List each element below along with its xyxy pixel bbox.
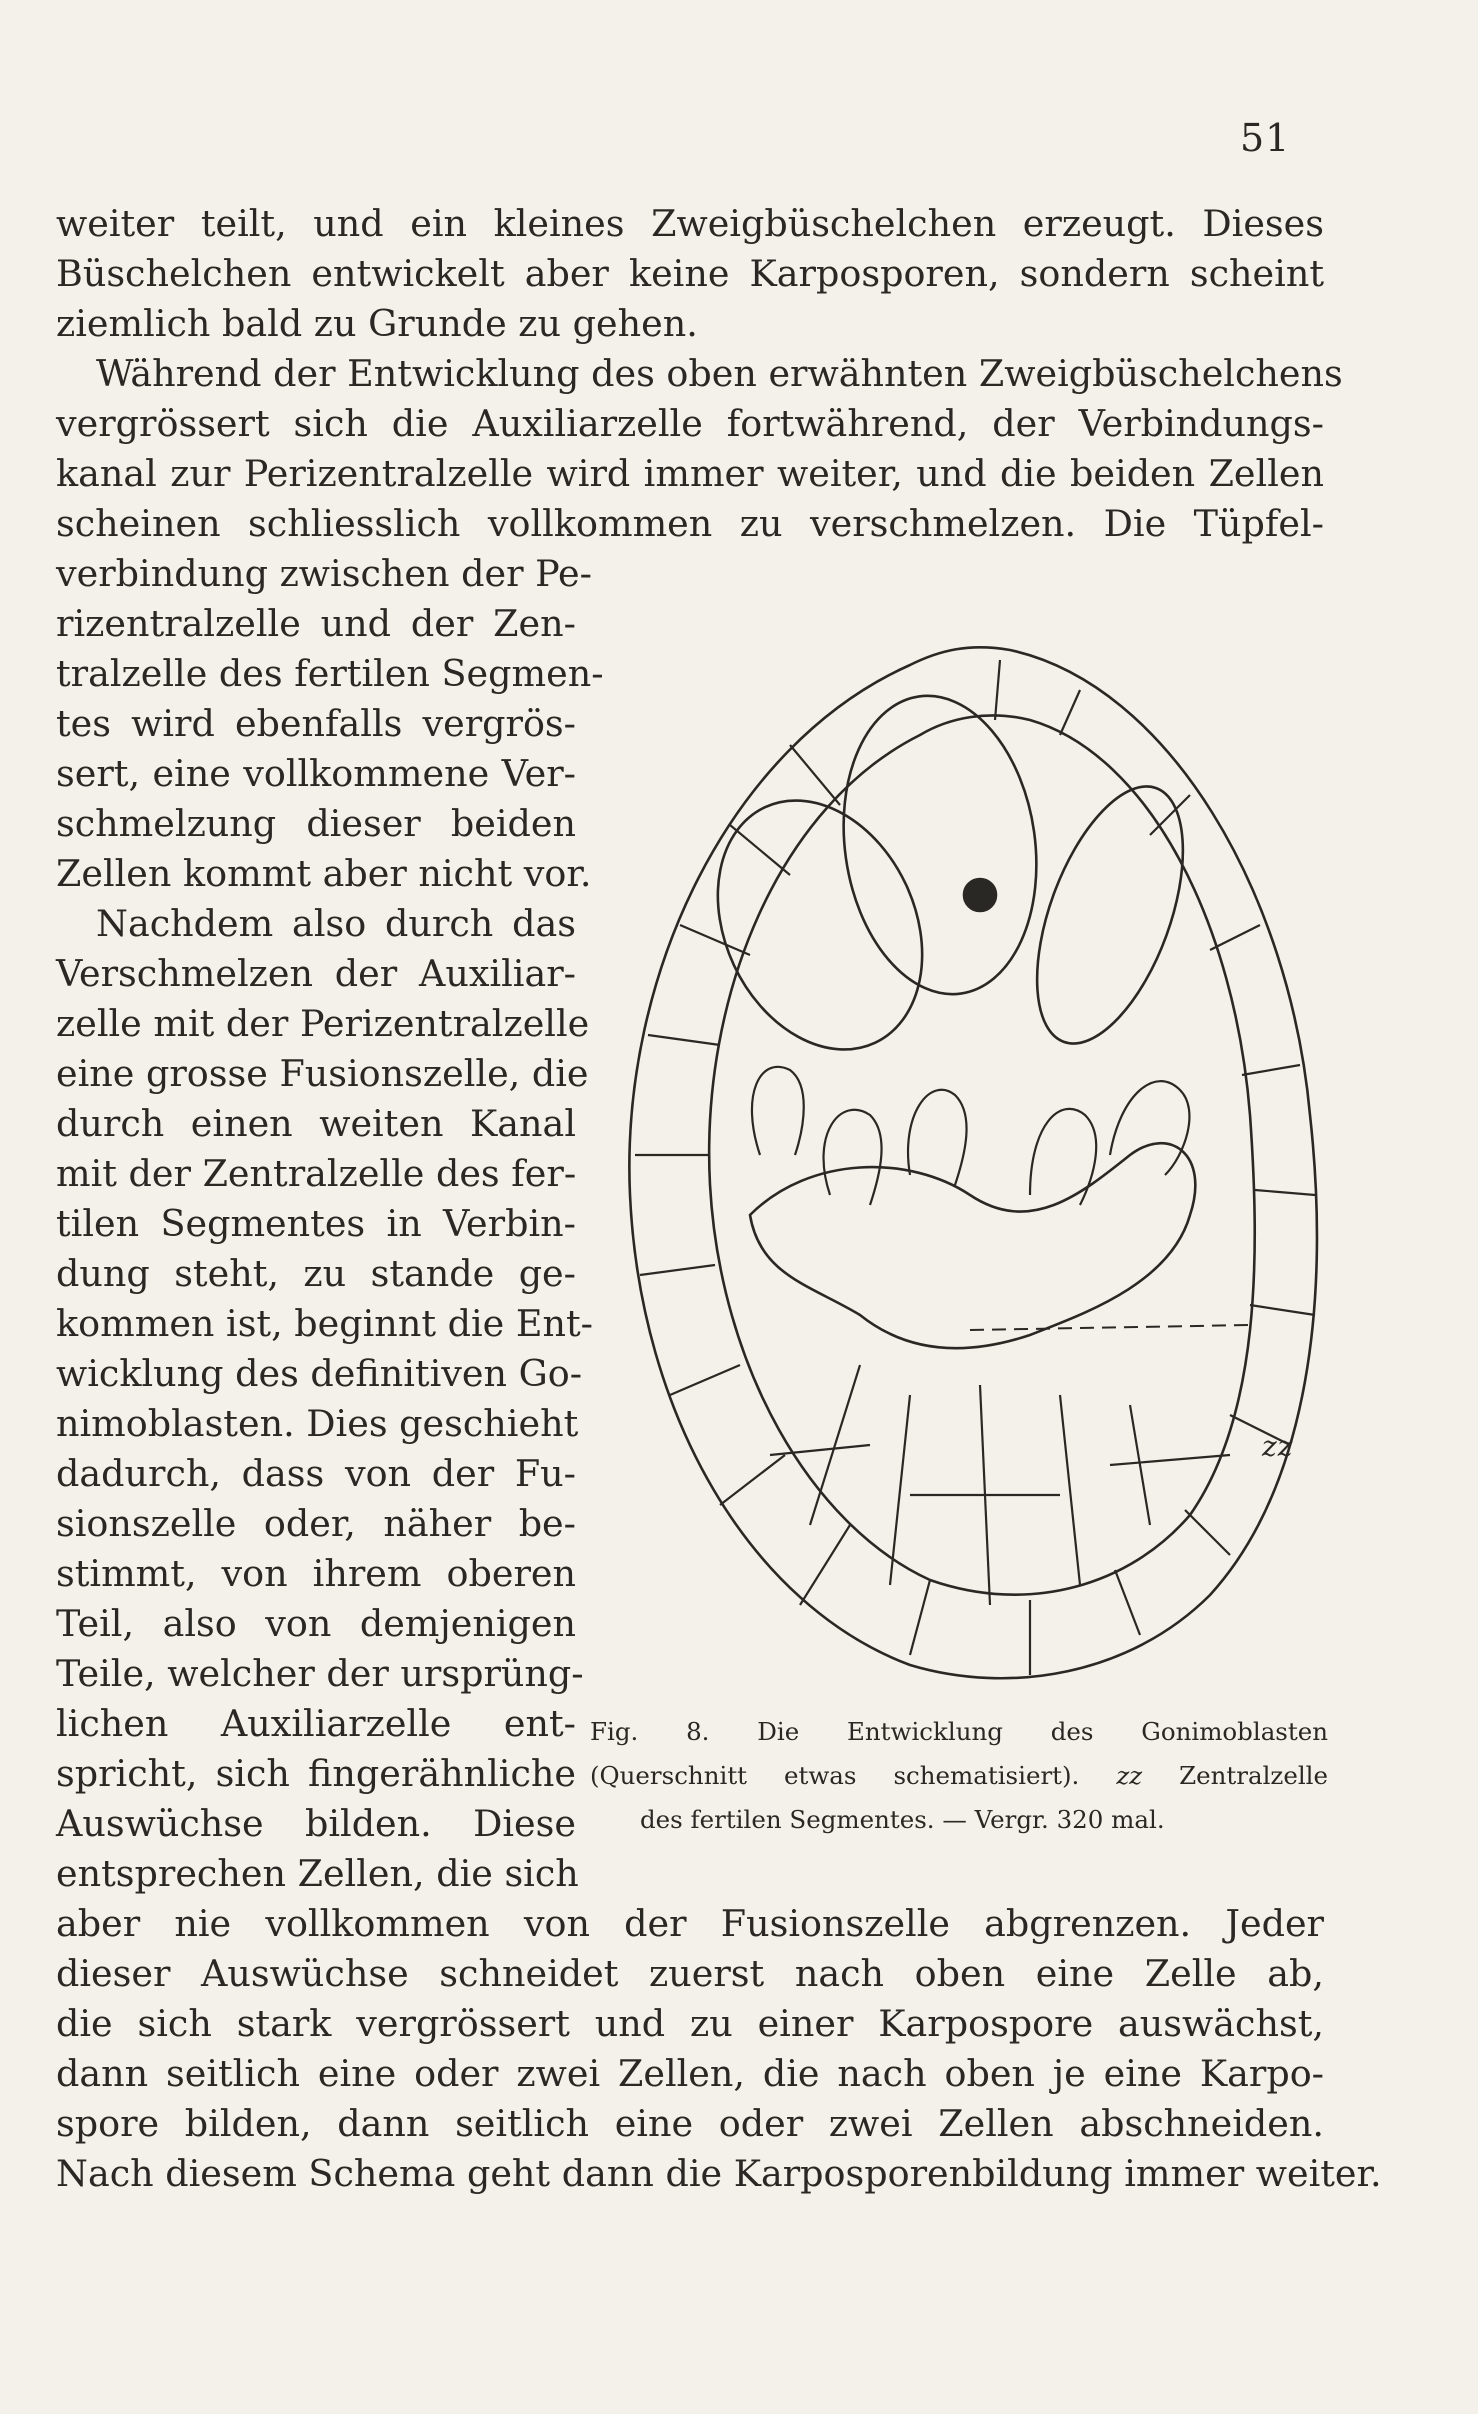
caption-line: des fertilen Segmentes. — Vergr. 320 mal.	[640, 1805, 1165, 1834]
text-line: Während der Entwicklung des oben erwähnten Zweigbüschelchens	[96, 352, 1343, 395]
text-line: schmelzung dieser beiden	[56, 802, 576, 845]
text-line: tes wird ebenfalls vergrös-	[56, 702, 576, 745]
text-line: Teil, also von demjenigen	[56, 1602, 576, 1645]
text-line: spore bilden, dann seitlich eine oder zwei Zellen abschneiden.	[56, 2102, 1324, 2145]
text-line: Büschelchen entwickelt aber keine Karposporen, sondern scheint	[56, 252, 1324, 295]
text-line: tilen Segmentes in Verbin-	[56, 1202, 576, 1245]
text-line: vergrössert sich die Auxiliarzelle fortwährend, der Verbindungs-	[56, 402, 1324, 445]
zz-pointer-line	[970, 1325, 1250, 1330]
finger-outgrowths	[752, 1067, 1189, 1205]
gonimoblast-figure	[610, 595, 1340, 1685]
carpospore-right	[1007, 768, 1212, 1063]
text-line: rizentralzelle und der Zen-	[56, 602, 576, 645]
text-line: eine grosse Fusionszelle, die	[56, 1052, 589, 1095]
text-line: sert, eine vollkommene Ver-	[56, 752, 576, 795]
text-line: Verschmelzen der Auxiliar-	[56, 952, 576, 995]
text-line: dieser Auswüchse schneidet zuerst nach oben eine Zelle ab,	[56, 1952, 1324, 1995]
carpospore-center	[825, 683, 1055, 1007]
text-line: dann seitlich eine oder zwei Zellen, die nach oben je eine Karpo-	[56, 2052, 1324, 2095]
text-line: durch einen weiten Kanal	[56, 1102, 576, 1145]
figure-label-zz: zz	[1262, 1430, 1294, 1463]
fusion-cell	[750, 1143, 1195, 1348]
text-line: mit der Zentralzelle des fer-	[56, 1152, 577, 1195]
text-line: lichen Auxiliarzelle ent-	[56, 1702, 576, 1745]
text-line: ziemlich bald zu Grunde zu gehen.	[56, 302, 698, 345]
cell-section-drawing	[610, 595, 1340, 1685]
text-line: Teile, welcher der ursprüng-	[56, 1652, 584, 1695]
text-line: entsprechen Zellen, die sich	[56, 1852, 579, 1895]
text-line: Zellen kommt aber nicht vor.	[56, 852, 592, 895]
page-number: 51	[1240, 116, 1291, 160]
text-line: scheinen schliesslich vollkommen zu verschmelzen. Die Tüpfel-	[56, 502, 1324, 545]
text-line: weiter teilt, und ein kleines Zweigbüschelchen erzeugt. Dieses	[56, 202, 1324, 245]
text-line: sionszelle oder, näher be-	[56, 1502, 576, 1545]
text-line: spricht, sich fingerähnliche	[56, 1752, 576, 1795]
text-line: die sich stark vergrössert und zu einer Karpospore auswächst,	[56, 2002, 1324, 2045]
text-line: Nachdem also durch das	[96, 902, 576, 945]
text-line: kanal zur Perizentralzelle wird immer weiter, und die beiden Zellen	[56, 452, 1324, 495]
inner-cortex	[709, 715, 1255, 1594]
text-line: dung steht, zu stande ge-	[56, 1252, 576, 1295]
text-line: dadurch, dass von der Fu-	[56, 1452, 576, 1495]
outer-cortex	[629, 647, 1317, 1678]
text-line: wicklung des definitiven Go-	[56, 1352, 583, 1395]
caption-line: (Querschnitt etwas schematisiert). zz Zentralzelle	[590, 1761, 1329, 1790]
caption-line: Fig. 8. Die Entwicklung des Gonimoblasten	[590, 1717, 1328, 1746]
text-line: nimoblasten. Dies geschieht	[56, 1402, 579, 1445]
nucleus	[964, 879, 996, 911]
text-line: tralzelle des fertilen Segmen-	[56, 652, 604, 695]
basal-cells	[770, 1365, 1230, 1605]
text-line: Auswüchse bilden. Diese	[56, 1802, 576, 1845]
text-line: stimmt, von ihrem oberen	[56, 1552, 576, 1595]
text-line: zelle mit der Perizentralzelle	[56, 1002, 590, 1045]
text-line: verbindung zwischen der Pe-	[56, 552, 592, 595]
text-line: kommen ist, beginnt die Ent-	[56, 1302, 593, 1345]
text-line: Nach diesem Schema geht dann die Karposporenbildung immer weiter.	[56, 2152, 1382, 2195]
text-line: aber nie vollkommen von der Fusionszelle abgrenzen. Jeder	[56, 1902, 1324, 1945]
